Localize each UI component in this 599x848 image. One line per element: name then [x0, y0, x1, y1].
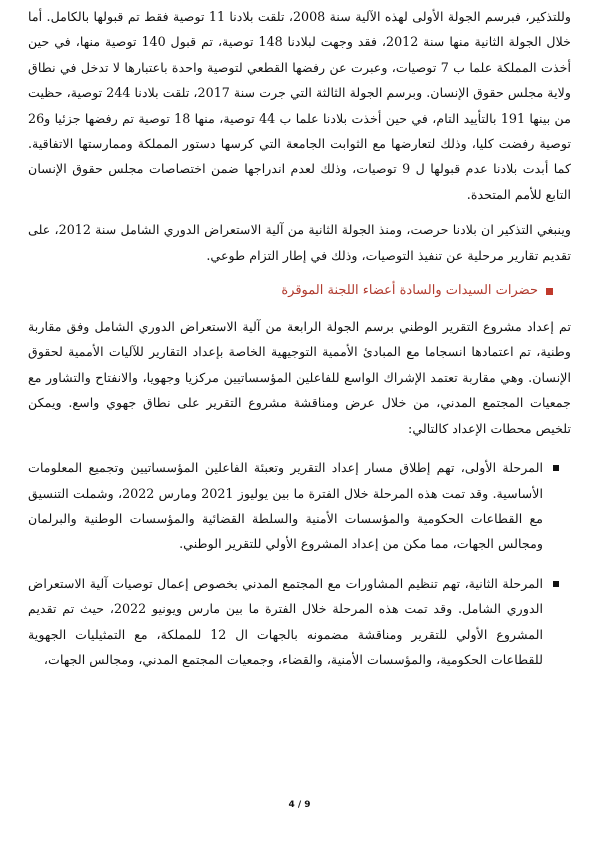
paragraph-national-report-approach: تم إعداد مشروع التقرير الوطني برسم الجولة الرابعة من آلية الاستعراض الدوري الشامل وفق مقاربة وطنية، تم اعتمادها انسجاما مع المبادئ الأممية التوجيهية الخاصة بإعداد التقارير للآليات الأممية لحقوق الإنسان. وهي مقاربة تعتمد الإشراك الواسع للفاعلين المؤسساتيين مركزيا وجهويا، والانفتاح والتشاور مع جمعيات المجتمع المدني، من خلال عرض ومناقشة مشروع التقرير على نطاق جهوي واسع. ويمكن تلخيص محطات الإعداد كالتالي: — [28, 319, 571, 436]
paragraph-interim-reports: وينبغي التذكير ان بلادنا حرصت، ومنذ الجولة الثانية من آلية الاستعراض الدوري الشامل سنة 2012، على تقديم تقارير مرحلية عن تنفيذ التوصيات، وذلك في إطار التزام طوعي. — [28, 222, 571, 263]
list-item-text: المرحلة الثانية، تهم تنظيم المشاورات مع المجتمع المدني بخصوص إعمال توصيات آلية الاستعراض الدوري الشامل. وقد تمت هذه المرحلة خلال الفترة ما بين مارس ويونيو 2022، حيث تم تقديم المشروع الأولي للتقرير ومناقشة مضمونه بالجهات ال 12 للمملكة، مع التمثيليات الجهوية للقطاعات الحكومية، والمؤسسات الأمنية، والقضاء، وجمعيات المجتمع المدني، ومجالس الجهات، — [28, 575, 544, 667]
list-item — [28, 455, 559, 557]
red-square-bullet-icon — [546, 288, 553, 295]
square-bullet-icon — [553, 465, 559, 471]
section-heading-text: حضرات السيدات والسادة أعضاء اللجنة الموقرة — [281, 283, 538, 299]
document-page — [28, 4, 571, 672]
paragraph-history-review: وللتذكير، فبرسم الجولة الأولى لهذه الآلية سنة 2008، تلقت بلادنا 11 توصية فقط تم قبولها بالكامل. أما خلال الجولة الثانية منها سنة 2012، فقد وجهت لبلادنا 148 توصية، تم قبول 140 توصية منها، في حين أخذت المملكة علما ب 7 توصيات، وعبرت عن رفضها القطعي لتوصية واحدة باعتبارها لا تدخل في نطاق ولاية مجلس حقوق الإنسان. وبرسم الجولة الثالثة التي جرت سنة 2017، تلقت بلادنا 244 توصية، حظيت من بينها 191 بالتأييد التام، في حين أخذت بلادنا علما ب 44 توصية، منها 18 توصية تم رفضها جزئيا و26 توصية رفضت كليا، وذلك لتعارضها مع الثوابت الجامعة التي كرسها دستور المملكة وممارستها الاتفاقية. كما أبدت بلادنا عدم قبولها ل 9 توصيات، وذلك لعدم اندراجها ضمن اختصاصات مجلس حقوق الإنسان التابع للأمم المتحدة. — [28, 9, 572, 202]
list-item-text: المرحلة الأولى، تهم إطلاق مسار إعداد التقرير وتعبئة الفاعلين المؤسساتيين وتجميع المعلومات الأساسية. وقد تمت هذه المرحلة خلال الفترة ما بين يوليوز 2021 ومارس 2022، وشملت التنسيق مع القطاعات الحكومية والمؤسسات الأمنية والسلطة القضائية والمؤسسات الوطنية والبرلمان ومجالس الجهات، مما مكن من إعداد المشروع الأولي للتقرير الوطني. — [28, 460, 543, 552]
section-heading — [28, 278, 553, 304]
page-number: 4 / 9 — [288, 800, 311, 810]
list-item — [28, 571, 559, 673]
square-bullet-icon — [553, 581, 559, 587]
